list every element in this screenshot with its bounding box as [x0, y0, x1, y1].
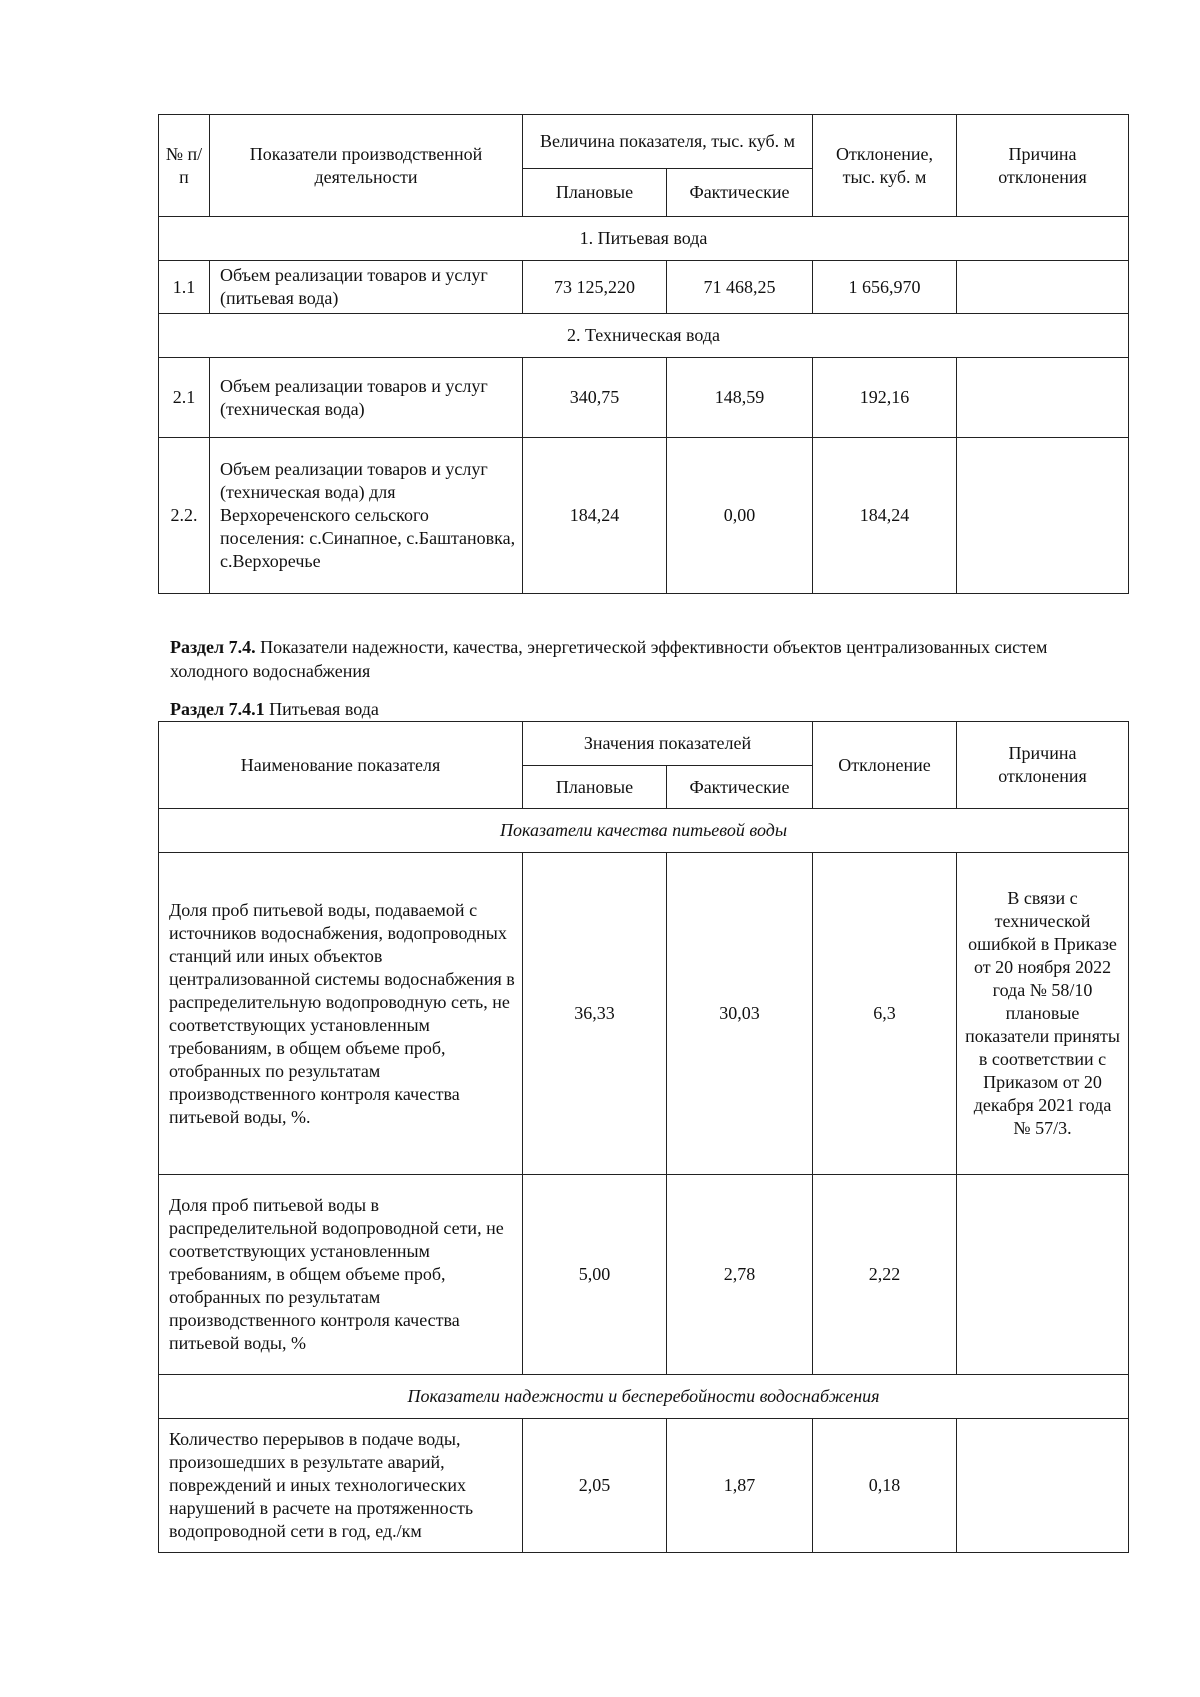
- table-row: [159, 261, 1129, 314]
- header-value-group: Величина показателя, тыс. куб. м: [523, 115, 813, 169]
- table-header-row: [159, 115, 1129, 169]
- row-actual: 1,87: [667, 1419, 813, 1553]
- header-indicator: Показатели производственной деятельности: [210, 115, 523, 217]
- header-actual: Фактические: [667, 766, 813, 809]
- row-deviation: 6,3: [813, 853, 957, 1175]
- header-reason: Причина отклонения: [957, 722, 1129, 809]
- row-deviation: 1 656,970: [813, 261, 957, 314]
- table-header-row: [159, 722, 1129, 766]
- section-7-4-1-caption: [170, 697, 1130, 721]
- row-actual: 30,03: [667, 853, 813, 1175]
- header-num: № п/п: [159, 115, 210, 217]
- table-row: [159, 853, 1129, 1175]
- section-row: [159, 1375, 1129, 1419]
- row-planned: 73 125,220: [523, 261, 667, 314]
- header-reason: Причина отклонения: [957, 115, 1129, 217]
- row-planned: 36,33: [523, 853, 667, 1175]
- row-planned: 5,00: [523, 1175, 667, 1375]
- section-title: Показатели качества питьевой воды: [159, 809, 1129, 853]
- production-indicators-table: [158, 114, 1129, 594]
- row-name: Доля проб питьевой воды, подаваемой с источников водоснабжения, водопроводных станций или иных объектов централизованной системы водоснабжения в распределительную водопроводную сеть, не соответствующих установленным требованиям, в общем объеме проб, отобранных по результатам производственного контроля качества питьевой воды, %.: [159, 853, 523, 1175]
- table-row: [159, 1175, 1129, 1375]
- section-7-4-number: Раздел 7.4.: [170, 637, 256, 657]
- table-row: [159, 1419, 1129, 1553]
- section-title: 2. Техническая вода: [159, 314, 1129, 358]
- row-deviation: 192,16: [813, 358, 957, 438]
- row-name: Объем реализации товаров и услуг (техническая вода) для Верхореченского сельского поселения: с.Синапное, с.Баштановка, с.Верхоречье: [210, 438, 523, 594]
- header-actual: Фактические: [667, 169, 813, 217]
- row-actual: 148,59: [667, 358, 813, 438]
- table-row: [159, 358, 1129, 438]
- header-name: Наименование показателя: [159, 722, 523, 809]
- header-planned: Плановые: [523, 169, 667, 217]
- row-reason: [957, 261, 1129, 314]
- row-num: 2.1: [159, 358, 210, 438]
- row-deviation: 0,18: [813, 1419, 957, 1553]
- row-actual: 0,00: [667, 438, 813, 594]
- row-num: 1.1: [159, 261, 210, 314]
- row-name: Количество перерывов в подаче воды, произошедших в результате аварий, повреждений и иных технологических нарушений в расчете на протяженность водопроводной сети в год, ед./км: [159, 1419, 523, 1553]
- row-num: 2.2.: [159, 438, 210, 594]
- section-7-4-1-number: Раздел 7.4.1: [170, 699, 265, 719]
- row-planned: 2,05: [523, 1419, 667, 1553]
- row-name: Объем реализации товаров и услуг (питьевая вода): [210, 261, 523, 314]
- table-row: [159, 438, 1129, 594]
- quality-indicators-table: [158, 721, 1129, 1553]
- section-title: Показатели надежности и бесперебойности водоснабжения: [159, 1375, 1129, 1419]
- section-7-4-1-text: Питьевая вода: [264, 699, 379, 719]
- row-reason: В связи с технической ошибкой в Приказе от 20 ноября 2022 года № 58/10 плановые показатели приняты в соответствии с Приказом от 20 декабря 2021 года № 57/3.: [957, 853, 1129, 1175]
- section-row: [159, 809, 1129, 853]
- header-planned: Плановые: [523, 766, 667, 809]
- row-reason: [957, 358, 1129, 438]
- row-reason: [957, 1175, 1129, 1375]
- row-name: Доля проб питьевой воды в распределительной водопроводной сети, не соответствующих установленным требованиям, в общем объеме проб, отобранных по результатам производственного контроля качества питьевой воды, %: [159, 1175, 523, 1375]
- row-name: Объем реализации товаров и услуг (техническая вода): [210, 358, 523, 438]
- section-7-4-caption: [170, 635, 1130, 683]
- header-values-group: Значения показателей: [523, 722, 813, 766]
- row-reason: [957, 1419, 1129, 1553]
- section-title: 1. Питьевая вода: [159, 217, 1129, 261]
- row-planned: 340,75: [523, 358, 667, 438]
- row-reason: [957, 438, 1129, 594]
- header-deviation: Отклонение, тыс. куб. м: [813, 115, 957, 217]
- row-planned: 184,24: [523, 438, 667, 594]
- row-deviation: 184,24: [813, 438, 957, 594]
- section-row: [159, 314, 1129, 358]
- section-7-4-text: Показатели надежности, качества, энергетической эффективности объектов централизованных систем холодного водоснабжения: [170, 637, 1048, 681]
- section-row: [159, 217, 1129, 261]
- row-actual: 2,78: [667, 1175, 813, 1375]
- row-actual: 71 468,25: [667, 261, 813, 314]
- header-deviation: Отклонение: [813, 722, 957, 809]
- row-deviation: 2,22: [813, 1175, 957, 1375]
